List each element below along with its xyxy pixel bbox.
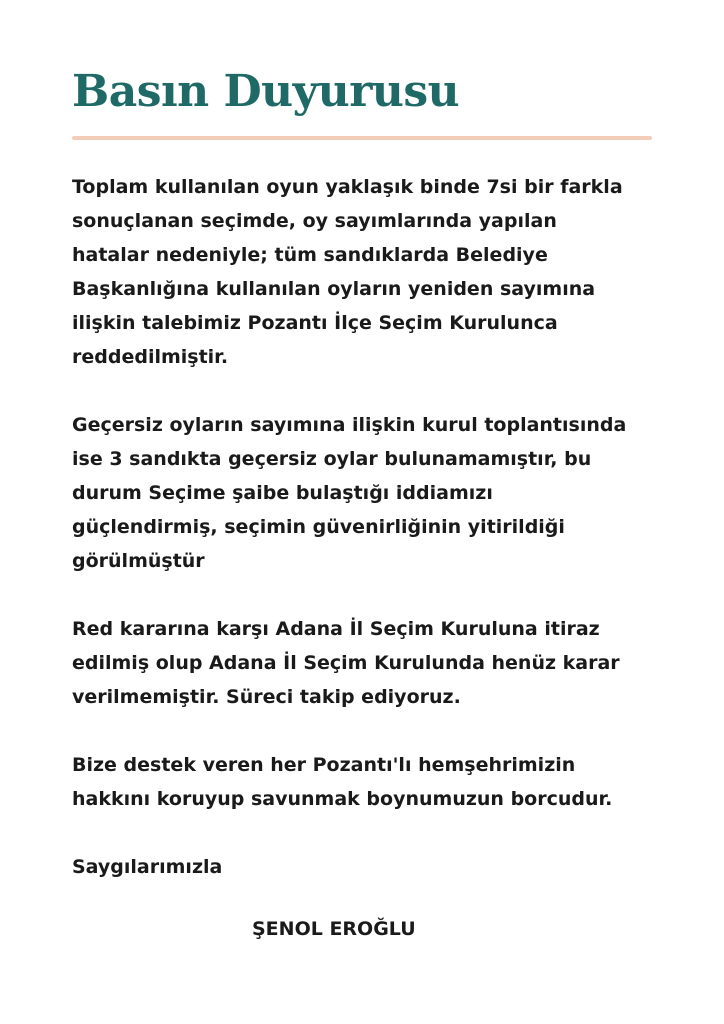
text-line: edilmiş olup Adana İl Seçim Kurulunda henüz karar bbox=[72, 652, 620, 674]
text-line: sonuçlanan seçimde, oy sayımlarında yapılan bbox=[72, 210, 557, 232]
signature-name: ŞENOL EROĞLU bbox=[252, 918, 416, 940]
text-line: hakkını koruyup savunmak boynumuzun borcudur. bbox=[72, 788, 613, 810]
text-line: hatalar nedeniyle; tüm sandıklarda Belediye bbox=[72, 244, 548, 266]
paragraph-duty bbox=[72, 748, 672, 816]
text-line: durum Seçime şaibe bulaştığı iddiamızı bbox=[72, 482, 493, 504]
text-line: ilişkin talebimiz Pozantı İlçe Seçim Kurulunca bbox=[72, 312, 558, 334]
text-line: görülmüştür bbox=[72, 550, 205, 572]
text-line: ise 3 sandıkta geçersiz oylar bulunamamıştır, bu bbox=[72, 448, 592, 470]
title-divider bbox=[72, 136, 652, 140]
text-line: Red kararına karşı Adana İl Seçim Kuruluna itiraz bbox=[72, 618, 600, 640]
text-line: Bize destek veren her Pozantı'lı hemşehrimizin bbox=[72, 754, 576, 776]
paragraph-recount-request bbox=[72, 170, 672, 374]
paragraph-invalid-votes bbox=[72, 408, 672, 578]
text-line: Toplam kullanılan oyun yaklaşık binde 7si bir farkla bbox=[72, 176, 623, 198]
text-line: Saygılarımızla bbox=[72, 856, 223, 878]
press-release-body bbox=[72, 170, 672, 884]
text-line: Başkanlığına kullanılan oyların yeniden sayımına bbox=[72, 278, 596, 300]
closing-regards bbox=[72, 850, 672, 884]
text-line: verilmemiştir. Süreci takip ediyoruz. bbox=[72, 686, 461, 708]
text-line: güçlendirmiş, seçimin güvenirliğinin yitirildiği bbox=[72, 516, 565, 538]
page-title: Basın Duyurusu bbox=[72, 66, 460, 117]
text-line: Geçersiz oyların sayımına ilişkin kurul toplantısında bbox=[72, 414, 627, 436]
text-line: reddedilmiştir. bbox=[72, 346, 229, 368]
paragraph-appeal bbox=[72, 612, 672, 714]
